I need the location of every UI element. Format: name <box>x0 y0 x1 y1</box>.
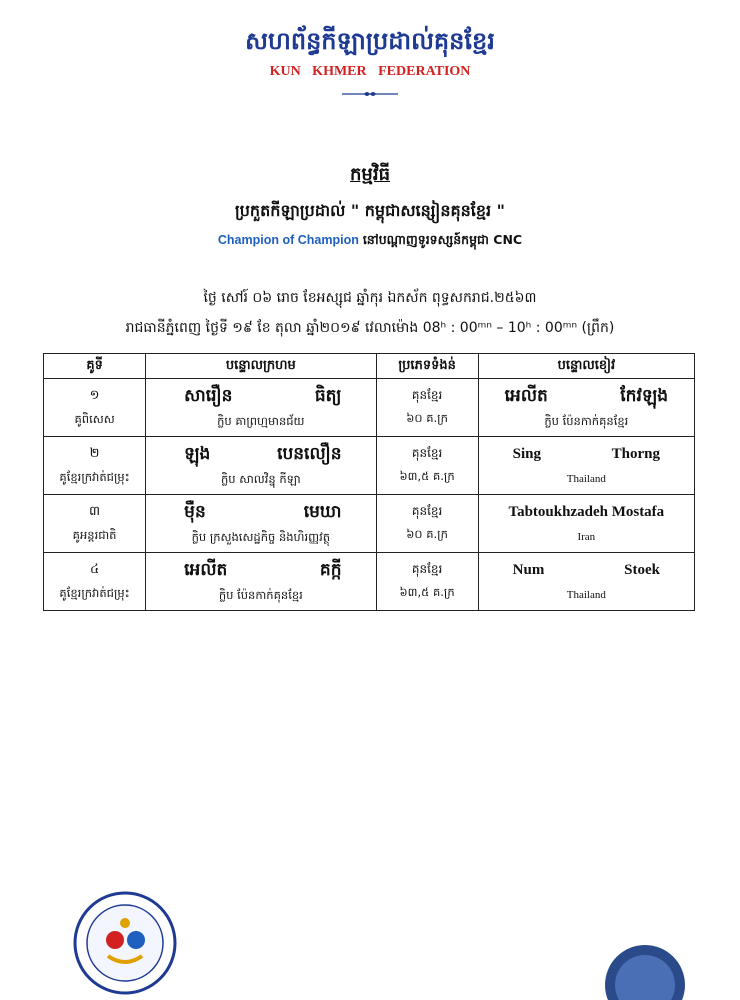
table-row <box>44 495 695 553</box>
red-last-name: គក្កី <box>319 559 342 580</box>
header-blue-corner: បន្ទោលខៀវ <box>478 354 694 379</box>
red-corner-cell <box>146 379 376 437</box>
ornament-divider <box>342 90 398 98</box>
blue-corner-cell <box>478 495 694 553</box>
style-cell <box>376 495 478 553</box>
event-title: ប្រកួតកីឡាប្រដាល់ " កម្ពុជាសន្សៀនគុនខ្មែរ " <box>234 201 506 220</box>
blue-fighter-name: Tabtoukhzadeh Mostafa <box>508 504 665 520</box>
bout-number: ១ <box>89 387 100 403</box>
red-club: ក្លិប សាលវិន្នុ កីឡា <box>220 471 301 486</box>
table-row <box>44 437 695 495</box>
table-row <box>44 379 695 437</box>
blue-first-name: Sing <box>512 446 542 462</box>
red-club: ក្លិប ក្រសួងសេដ្ឋកិច្ច និងហិរញ្ញវត្ថុ <box>191 529 331 544</box>
table-row <box>44 553 695 611</box>
blue-last-name: កែវឡុង <box>620 385 668 406</box>
red-first-name: អេលីត <box>184 559 228 580</box>
blue-corner-cell <box>478 437 694 495</box>
blue-last-name: Thorng <box>611 446 660 462</box>
bout-cell <box>44 553 146 611</box>
blue-corner-cell <box>478 553 694 611</box>
header-red-corner: បន្ទោលក្រហម <box>146 354 376 379</box>
red-corner-cell <box>146 495 376 553</box>
fight-style: គុនខ្មែរ <box>411 446 443 460</box>
header-bout: គូទី <box>44 354 146 379</box>
table-header-row <box>44 354 695 379</box>
weight-class: ៦០ គ.ក្រ <box>406 527 448 541</box>
fight-style: គុនខ្មែរ <box>411 504 443 518</box>
blue-corner-cell <box>478 379 694 437</box>
lunar-date: ថ្ងៃ សៅរ៍ ០៦ រោច ខែអស្សុជ ឆ្នាំកុរ ឯកស័ក ពុទ្ធសករាជ.២៥៦៣ <box>203 290 537 306</box>
blue-country: Thailand <box>566 589 606 601</box>
bout-number: ២ <box>89 445 100 461</box>
red-last-name: បេនលឿន <box>277 443 342 464</box>
bout-cell <box>44 379 146 437</box>
blue-country: Iran <box>577 531 596 543</box>
org-name-khmer: សហព័ន្ធកីឡាប្រដាល់គុនខ្មែរ <box>245 27 495 55</box>
weight-class: ៦៣,៥ គ.ក្រ <box>399 469 455 483</box>
red-first-name: សារឿន <box>184 385 233 406</box>
style-cell <box>376 437 478 495</box>
red-club: ក្លិប គាព្រហ្មមានជ័យ <box>217 413 305 428</box>
bout-cell <box>44 437 146 495</box>
red-club: ក្លិប ប៉ែនកាក់គុនខ្មែរ <box>218 587 303 602</box>
blue-first-name: អេលីត <box>504 385 548 406</box>
red-fighter-name <box>146 385 375 410</box>
bout-cell <box>44 495 146 553</box>
red-fighter-name <box>146 443 375 468</box>
bout-number: ៣ <box>89 503 101 519</box>
bout-category: គូពិសេស <box>74 411 115 426</box>
blue-country: Thailand <box>566 473 606 485</box>
venue-text: នៅបណ្តាញទូរទស្សន៍កម្ពុជា CNC <box>362 232 523 247</box>
org-name-english: KUN KHMER FEDERATION <box>269 64 471 79</box>
red-first-name: ម៉ឺន <box>184 501 206 522</box>
federation-seal-logo <box>70 888 180 998</box>
weight-class: ៦០ គ.ក្រ <box>406 411 448 425</box>
red-corner-cell <box>146 553 376 611</box>
event-subtitle <box>0 232 740 251</box>
bout-category: គូអន្តរជាតិ <box>72 527 117 542</box>
red-last-name: ធិត្យ <box>314 385 342 406</box>
date-time-line: រាជធានីភ្នំពេញ ថ្ងៃទី ១៩ ខែ តុលា ឆ្នាំ២០១៩ វេលាម៉ោង 08ʰ : 00ᵐⁿ – 10ʰ : 00ᵐⁿ (ព្រឹក) <box>125 320 615 336</box>
fight-style: គុនខ្មែរ <box>411 388 443 402</box>
style-cell <box>376 379 478 437</box>
bout-category: គូខ្មែរក្រវាត់ជម្រុះ <box>59 469 130 484</box>
blue-fighter-name <box>479 446 694 463</box>
blue-first-name: Num <box>512 562 545 578</box>
program-title: កម្មវិធី <box>350 164 390 185</box>
red-corner-cell <box>146 437 376 495</box>
partner-logo <box>600 940 690 1000</box>
blue-club: ក្លិប ប៉ែនកាក់គុនខ្មែរ <box>544 413 629 428</box>
fight-style: គុនខ្មែរ <box>411 562 443 576</box>
red-fighter-name <box>146 501 375 526</box>
bout-number: ៤ <box>89 561 100 577</box>
header-style: ប្រភេទទំងន់ <box>376 354 478 379</box>
red-first-name: ឡុង <box>184 443 211 464</box>
style-cell <box>376 553 478 611</box>
champion-label: Champion of Champion <box>217 233 359 247</box>
bout-category: គូខ្មែរក្រវាត់ជម្រុះ <box>59 585 130 600</box>
blue-fighter-name <box>479 385 694 410</box>
fight-schedule-table <box>43 353 695 611</box>
blue-fighter-name <box>479 562 694 579</box>
blue-last-name: Stoek <box>624 562 660 578</box>
weight-class: ៦៣,៥ គ.ក្រ <box>399 585 455 599</box>
red-last-name: មេឃា <box>303 501 342 522</box>
red-fighter-name <box>146 559 375 584</box>
